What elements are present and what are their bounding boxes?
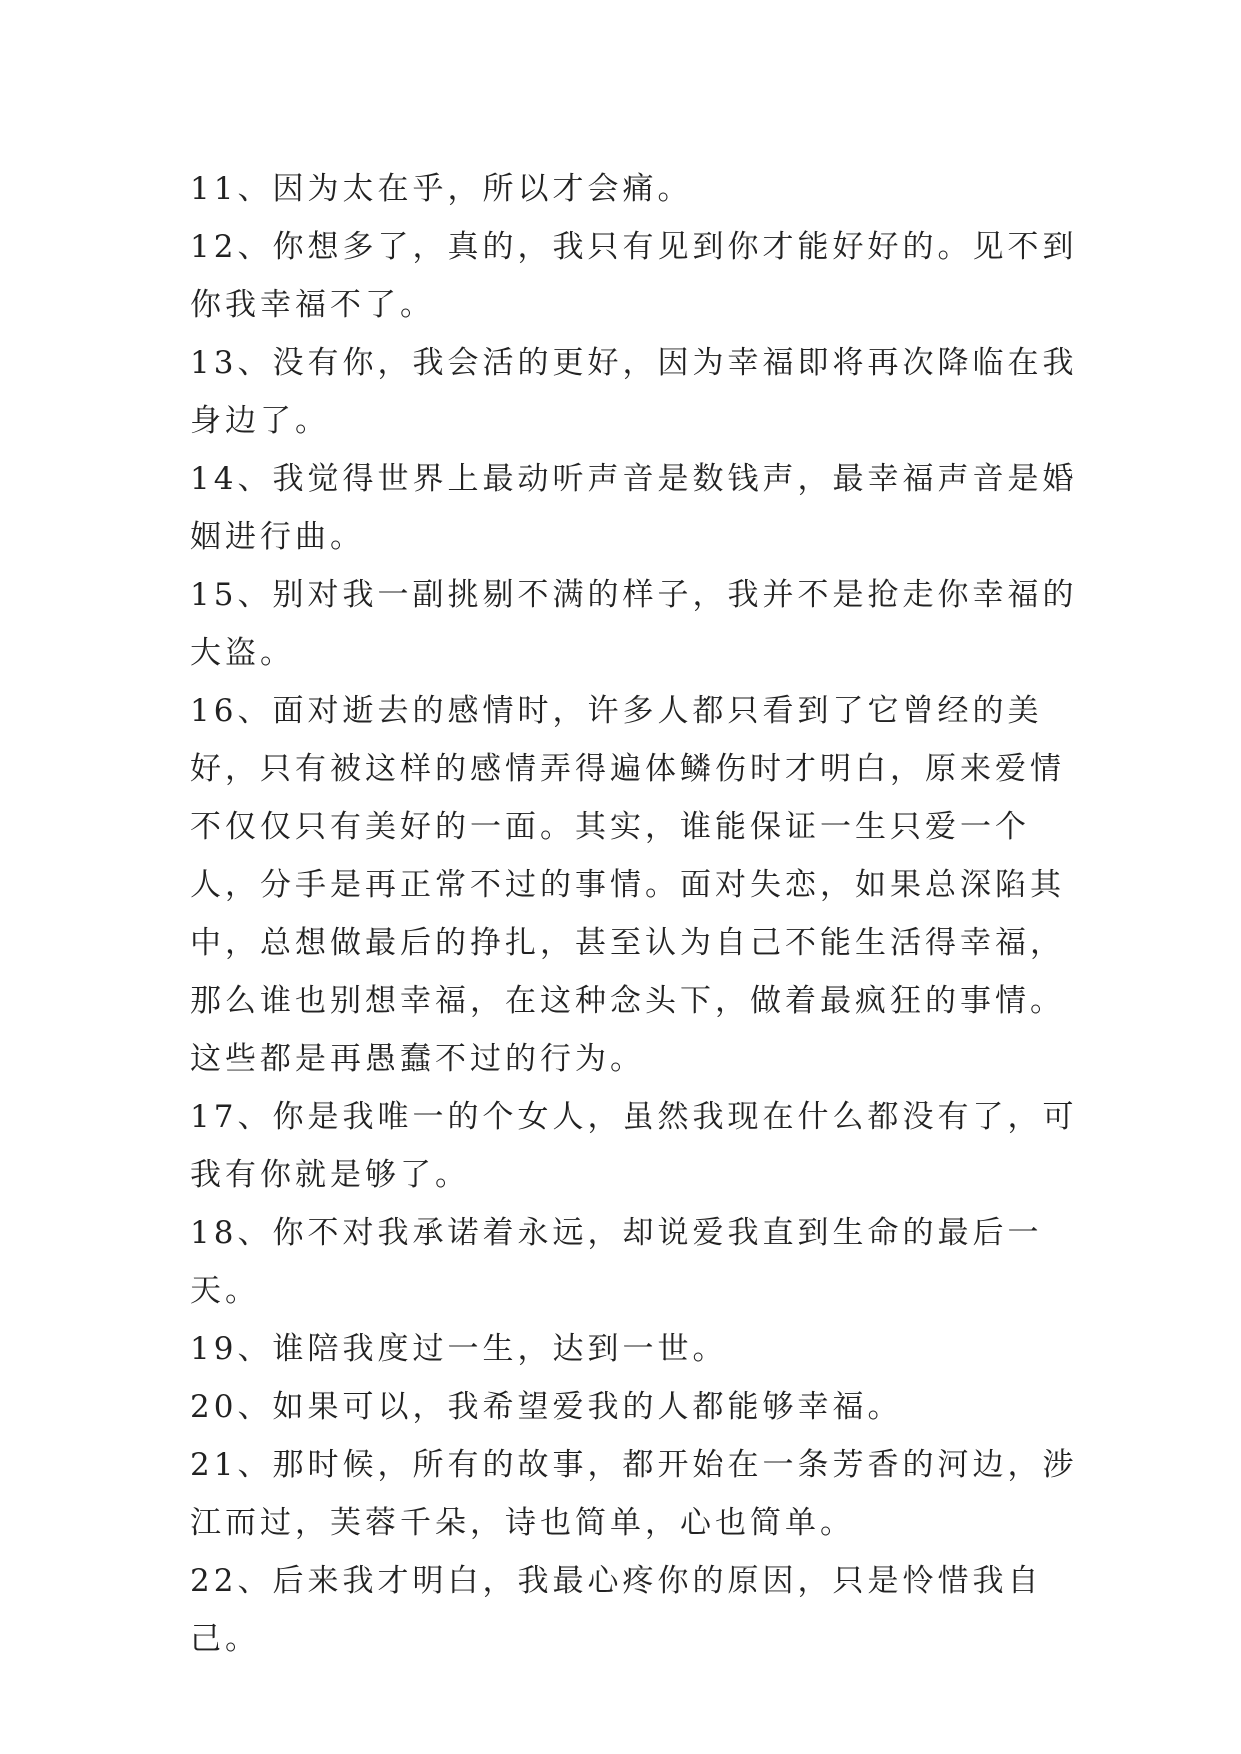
list-item: 18、你不对我承诺着永远，却说爱我直到生命的最后一天。 (190, 1215, 1043, 1309)
document-body (190, 160, 1090, 1668)
list-item: 15、别对我一副挑剔不满的样子，我并不是抢走你幸福的大盗。 (190, 577, 1078, 671)
list-item: 16、面对逝去的感情时，许多人都只看到了它曾经的美好，只有被这样的感情弄得遍体鳞伤时才明白，原来爱情不仅仅只有美好的一面。其实，谁能保证一生只爱一个人，分手是再正常不过的事情。面对失恋，如果总深陷其中，总想做最后的挣扎，甚至认为自己不能生活得幸福，那么谁也别想幸福，在这种念头下，做着最疯狂的事情。这些都是再愚蠢不过的行为。 (190, 693, 1065, 1077)
list-item: 14、我觉得世界上最动听声音是数钱声，最幸福声音是婚姻进行曲。 (190, 461, 1078, 555)
list-item: 22、后来我才明白，我最心疼你的原因，只是怜惜我自己。 (190, 1563, 1043, 1657)
list-item: 12、你想多了，真的，我只有见到你才能好好的。见不到你我幸福不了。 (190, 229, 1078, 323)
list-item: 20、如果可以，我希望爱我的人都能够幸福。 (190, 1389, 903, 1425)
list-item: 17、你是我唯一的个女人，虽然我现在什么都没有了，可我有你就是够了。 (190, 1099, 1078, 1193)
list-item: 13、没有你，我会活的更好，因为幸福即将再次降临在我身边了。 (190, 345, 1078, 439)
list-item: 19、谁陪我度过一生，达到一世。 (190, 1331, 728, 1367)
list-item: 21、那时候，所有的故事，都开始在一条芳香的河边，涉江而过，芙蓉千朵，诗也简单，心也简单。 (190, 1447, 1078, 1541)
list-item: 11、因为太在乎，所以才会痛。 (190, 171, 693, 207)
